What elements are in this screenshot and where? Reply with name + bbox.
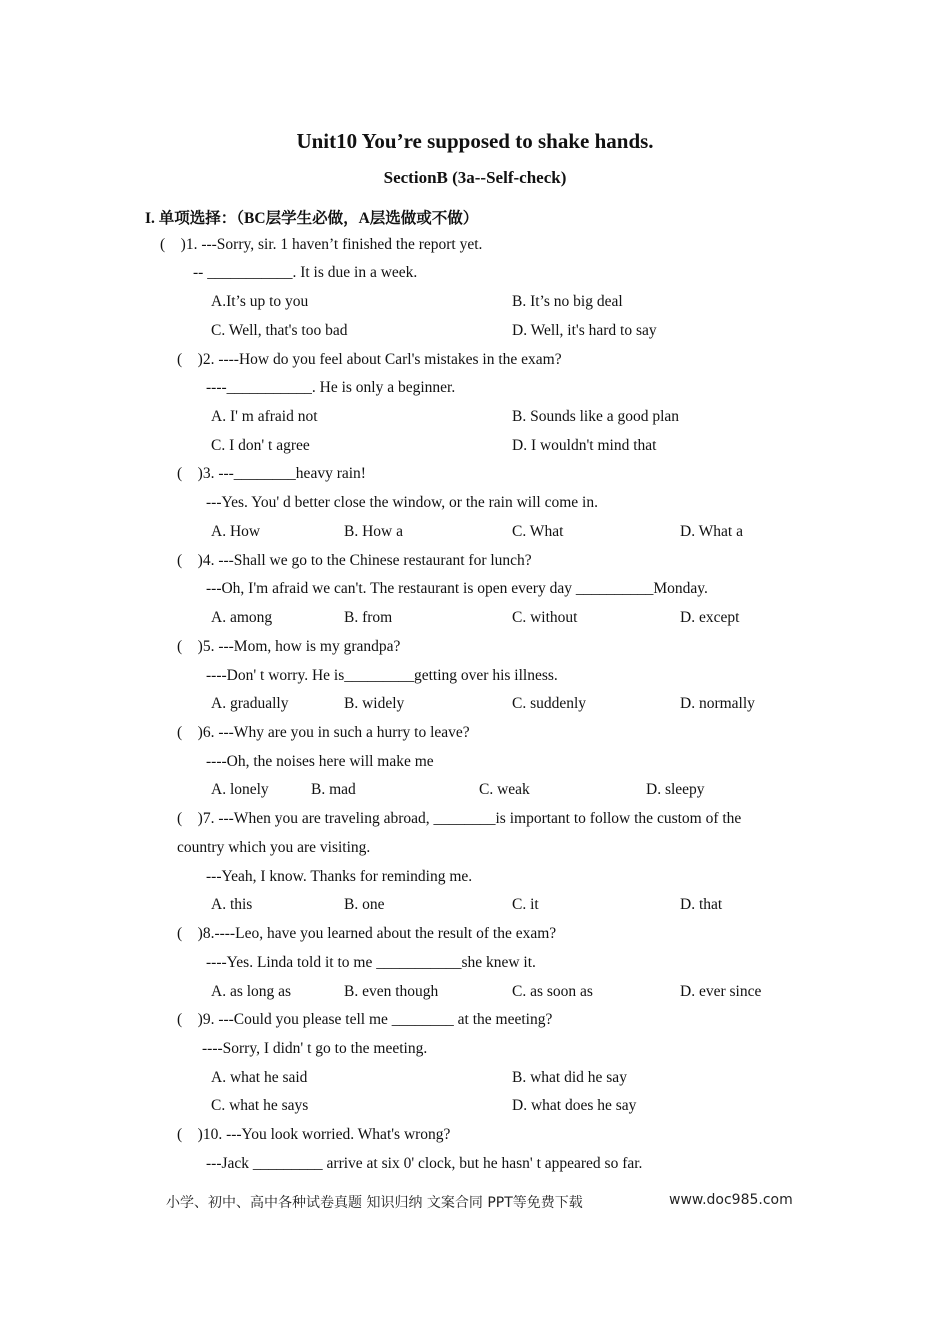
question-4-option-b: B. from [344,609,393,626]
question-4-option-c: C. without [512,609,578,626]
question-2-reply: ----___________. He is only a beginner. [206,379,456,396]
question-8-reply: ----Yes. Linda told it to me ___________she knew it. [206,954,536,971]
question-7-reply: ---Yeah, I know. Thanks for reminding me. [206,868,473,885]
question-5-reply: ----Don' t worry. He is_________getting over his illness. [206,667,558,684]
question-8-stem: ( )8.----Leo, have you learned about the result of the exam? [177,925,557,942]
question-1-option-d: D. Well, it's hard to say [512,322,657,339]
question-3-option-b: B. How a [344,523,403,540]
question-9-option-c: C. what he says [211,1097,309,1114]
question-3-option-d: D. What a [680,523,743,540]
question-9-stem: ( )9. ---Could you please tell me ________ at the meeting? [177,1011,553,1028]
question-1-option-c: C. Well, that's too bad [211,322,348,339]
question-3-option-c: C. What [512,523,564,540]
question-9-reply: ----Sorry, I didn' t go to the meeting. [202,1040,428,1057]
question-1-option-b: B. It’s no big deal [512,293,623,310]
question-6-stem: ( )6. ---Why are you in such a hurry to leave? [177,724,470,741]
question-10-reply: ---Jack _________ arrive at six 0' clock, but he hasn' t appeared so far. [206,1155,643,1172]
page-title: Unit10 You’re supposed to shake hands. [296,129,654,153]
page-subtitle: SectionB (3a--Self-check) [383,168,567,187]
question-1-stem: ( )1. ---Sorry, sir. 1 haven’t finished the report yet. [160,236,483,253]
section-heading: I. 单项选择：（BC层学生必做，A层选做或不做） [145,210,479,227]
question-6-option-a: A. lonely [211,781,269,798]
question-7-stem: ( )7. ---When you are traveling abroad, ________is important to follow the custom of the [177,810,742,827]
question-2-option-c: C. I don' t agree [211,437,310,454]
question-8-option-d: D. ever since [680,983,762,1000]
question-7-option-d: D. that [680,896,723,913]
question-4-stem: ( )4. ---Shall we go to the Chinese restaurant for lunch? [177,552,532,569]
question-2-option-b: B. Sounds like a good plan [512,408,680,425]
question-4-reply: ---Oh, I'm afraid we can't. The restaurant is open every day __________Monday. [206,580,708,597]
question-1-reply: -- ___________. It is due in a week. [193,264,418,281]
question-4-option-d: D. except [680,609,740,626]
question-2-stem: ( )2. ----How do you feel about Carl's mistakes in the exam? [177,351,562,368]
question-5-option-b: B. widely [344,695,405,712]
question-7-option-a: A. this [211,896,253,913]
question-7-option-c: C. it [512,896,539,913]
question-2-option-a: A. I' m afraid not [211,408,318,425]
question-1-option-a: A.It’s up to you [211,293,309,310]
question-8-option-b: B. even though [344,983,439,1000]
question-5-option-d: D. normally [680,695,755,712]
question-5-option-c: C. suddenly [512,695,587,712]
footer-text: 小学、初中、高中各种试卷真题 知识归纳 文案合同 PPT等免费下载 [166,1195,583,1211]
question-9-option-d: D. what does he say [512,1097,637,1114]
question-10-stem: ( )10. ---You look worried. What's wrong? [177,1126,451,1143]
question-6-reply: ----Oh, the noises here will make me [206,753,434,770]
question-5-option-a: A. gradually [211,695,289,712]
question-3-stem: ( )3. ---________heavy rain! [177,465,366,482]
question-5-stem: ( )5. ---Mom, how is my grandpa? [177,638,401,655]
question-2-option-d: D. I wouldn't mind that [512,437,657,454]
question-6-option-b: B. mad [311,781,356,798]
question-8-option-a: A. as long as [211,983,292,1000]
question-8-option-c: C. as soon as [512,983,593,1000]
question-3-reply: ---Yes. You' d better close the window, or the rain will come in. [206,494,598,511]
question-7-stem-continued: country which you are visiting. [177,839,371,856]
question-3-option-a: A. How [211,523,261,540]
question-4-option-a: A. among [211,609,273,626]
footer-link[interactable]: www.doc985.com [669,1192,793,1208]
question-9-option-b: B. what did he say [512,1069,627,1086]
question-6-option-d: D. sleepy [646,781,705,798]
question-9-option-a: A. what he said [211,1069,308,1086]
question-7-option-b: B. one [344,896,385,913]
question-6-option-c: C. weak [479,781,530,798]
